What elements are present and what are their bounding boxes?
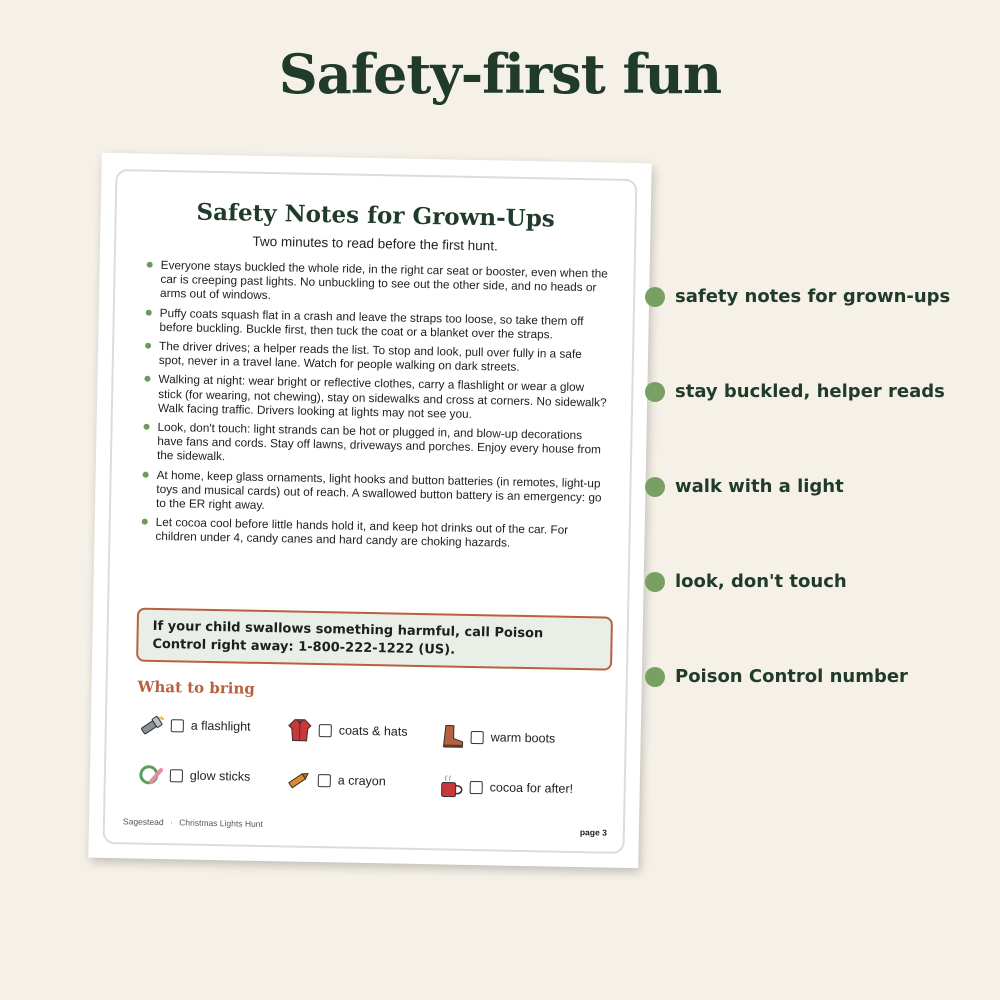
safety-notes-list	[140, 258, 611, 558]
checkbox[interactable]	[170, 769, 183, 782]
safety-note: At home, keep glass ornaments, light hooks and button batteries (in remotes, light-up toys and musical cards) out of reach. A swallowed button battery is an emergency: go to the ER right away.	[141, 467, 608, 519]
callout-list	[645, 0, 1000, 1000]
what-to-bring-list	[135, 712, 597, 821]
bring-item-label: glow sticks	[189, 768, 251, 784]
callout-item	[645, 571, 847, 592]
footer-doc-name: Christmas Lights Hunt	[179, 817, 263, 829]
sheet-frame	[103, 169, 638, 854]
safety-note: Puffy coats squash flat in a crash and leave the straps too loose, so take them off before buckling. Buckle first, then tuck the coat or a blanket over the straps.	[144, 305, 610, 342]
callout-item	[645, 476, 844, 497]
callout-label: safety notes for grown-ups	[675, 286, 951, 307]
bring-item-label: a crayon	[337, 773, 386, 789]
document-sheet	[88, 153, 651, 868]
callout-dot	[645, 287, 665, 307]
checkbox[interactable]	[318, 774, 331, 787]
coat-icon	[285, 716, 315, 743]
page-number: page 3	[579, 827, 607, 838]
footer-brand: Sagestead	[122, 816, 164, 828]
callout-label: walk with a light	[675, 476, 844, 497]
safety-note: Look, don't touch: light strands can be hot or plugged in, and blow-up decorations have fans and cords. Stay off lawns, driveways and porches. Enjoy every house from the sidewalk.	[142, 420, 609, 472]
callout-item	[645, 286, 950, 307]
callout-dot	[645, 382, 665, 402]
glow-stick-icon	[136, 762, 166, 789]
bring-item-cocoa	[435, 773, 573, 802]
callout-item	[645, 666, 908, 687]
bring-item-coats	[285, 716, 408, 744]
bring-item-glow-sticks	[136, 762, 251, 790]
callout-dot	[645, 572, 665, 592]
callout-item	[645, 381, 945, 402]
callout-label: look, don't touch	[675, 571, 847, 592]
bring-item-label: cocoa for after!	[489, 780, 574, 796]
document-title: Safety Notes for Grown-Ups	[196, 198, 555, 233]
checkbox[interactable]	[471, 730, 484, 743]
bring-item-boots	[436, 723, 555, 751]
what-to-bring-heading: What to bring	[137, 677, 255, 698]
poison-control-alert: If your child swallows something harmful, call Poison Control right away: 1-800-222-1222 (US).	[136, 608, 613, 671]
footer-separator: ·	[169, 817, 173, 828]
checkbox[interactable]	[470, 780, 483, 793]
crayon-icon	[284, 766, 314, 793]
safety-note: Let cocoa cool before little hands hold it, and keep hot drinks out of the car. For children under 4, candy canes and hard candy are choking hazards.	[140, 515, 606, 552]
bring-item-label: coats & hats	[338, 723, 408, 739]
boot-icon	[436, 723, 466, 750]
callout-dot	[645, 667, 665, 687]
callout-dot	[645, 477, 665, 497]
checkbox[interactable]	[171, 719, 184, 732]
callout-label: stay buckled, helper reads	[675, 381, 945, 402]
document-subtitle: Two minutes to read before the first hunt.	[252, 233, 498, 254]
mug-icon	[435, 773, 465, 800]
safety-note: The driver drives; a helper reads the list. To stop and look, pull over fully in a safe spot, never in a travel lane. Watch for people walking on dark streets.	[144, 339, 610, 376]
sheet-footer	[123, 816, 263, 829]
bring-item-flashlight	[137, 712, 251, 740]
checkbox[interactable]	[319, 724, 332, 737]
page-headline: Safety-first fun	[278, 42, 722, 106]
bring-item-label: a flashlight	[190, 718, 251, 734]
bring-item-label: warm boots	[490, 730, 556, 746]
callout-label: Poison Control number	[675, 666, 908, 687]
safety-note: Everyone stays buckled the whole ride, in the right car seat or booster, even when the car is creeping past lights. No unbuckling to see out the other side, and no heads or arms out of windows.	[145, 258, 612, 310]
safety-note: Walking at night: wear bright or reflective clothes, carry a flashlight or wear a glow stick (for wearing, not chewing), stay on sidewalks and cross at corners. No sidewalk? Walk facing traffic. Drivers looking at lights may not see you.	[143, 372, 610, 424]
flashlight-icon	[137, 712, 167, 739]
bring-item-crayon	[284, 766, 386, 794]
